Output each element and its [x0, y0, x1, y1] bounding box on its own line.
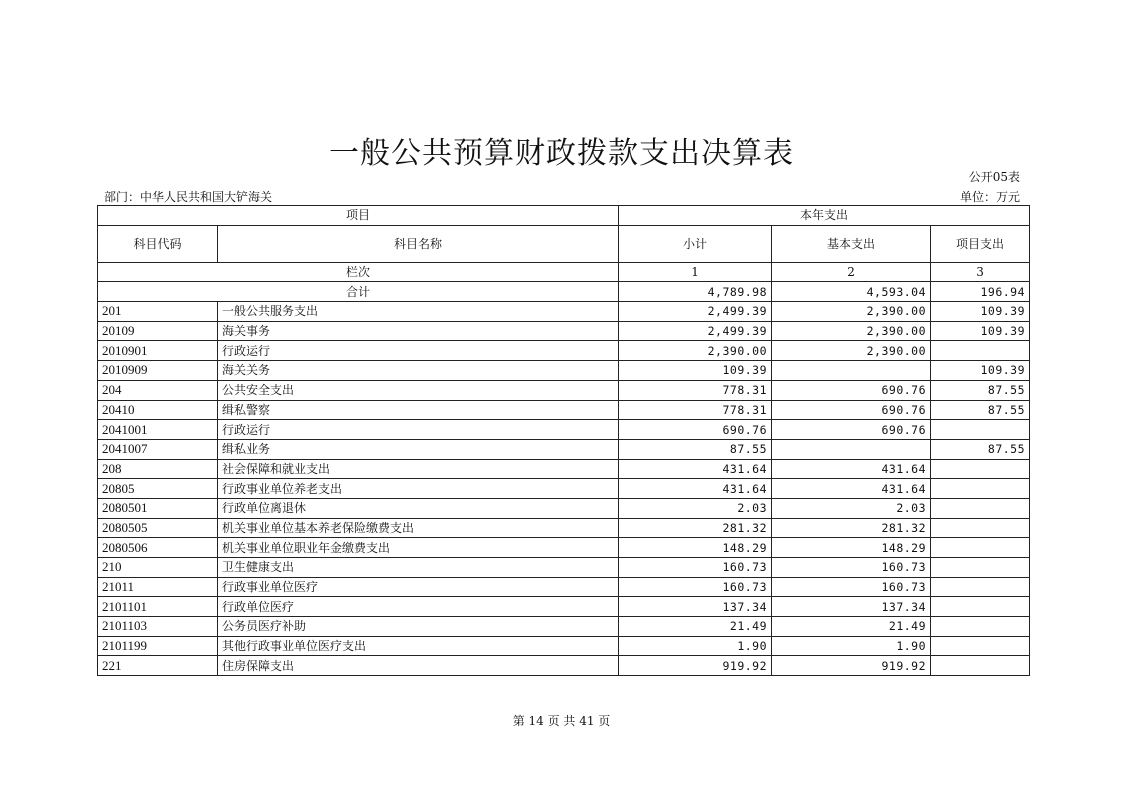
- page-footer: 第 14 页 共 41 页: [512, 714, 611, 728]
- table-row: [98, 479, 1030, 499]
- row-project: [931, 577, 1030, 597]
- row-name: 其他行政事业单位医疗支出: [218, 636, 619, 656]
- row-name: 公共安全支出: [218, 380, 619, 400]
- row-subtotal: 778.31: [619, 380, 772, 400]
- total-label: 合计: [98, 282, 619, 302]
- row-code: 2101103: [98, 617, 218, 637]
- row-name: 海关事务: [218, 321, 619, 341]
- row-name: 行政单位离退休: [218, 498, 619, 518]
- row-basic: 690.76: [772, 380, 931, 400]
- table-row: [98, 518, 1030, 538]
- row-code: 201: [98, 302, 218, 322]
- table-row: [98, 498, 1030, 518]
- row-project: [931, 558, 1030, 578]
- row-subtotal: 160.73: [619, 558, 772, 578]
- row-subtotal: 431.64: [619, 479, 772, 499]
- row-basic: 690.76: [772, 420, 931, 440]
- header-item: 项目: [98, 206, 619, 226]
- budget-table: [97, 205, 1030, 676]
- unit-label: 单位：万元: [959, 190, 1020, 204]
- row-subtotal: 1.90: [619, 636, 772, 656]
- row-basic: 431.64: [772, 479, 931, 499]
- row-name: 缉私业务: [218, 439, 619, 459]
- column-number-1: 1: [619, 262, 772, 282]
- row-basic: 2,390.00: [772, 302, 931, 322]
- row-subtotal: 919.92: [619, 656, 772, 676]
- row-subtotal: 690.76: [619, 420, 772, 440]
- row-name: 公务员医疗补助: [218, 617, 619, 637]
- row-name: 海关关务: [218, 361, 619, 381]
- row-name: 社会保障和就业支出: [218, 459, 619, 479]
- table-row: [98, 321, 1030, 341]
- row-code: 20410: [98, 400, 218, 420]
- row-subtotal: 2,390.00: [619, 341, 772, 361]
- row-basic: 1.90: [772, 636, 931, 656]
- row-subtotal: 2,499.39: [619, 302, 772, 322]
- row-basic: 919.92: [772, 656, 931, 676]
- header-code: 科目代码: [98, 225, 218, 262]
- total-basic: 4,593.04: [772, 282, 931, 302]
- department-label: 部门：中华人民共和国大铲海关: [104, 190, 273, 204]
- row-basic: 690.76: [772, 400, 931, 420]
- row-basic: 137.34: [772, 597, 931, 617]
- row-subtotal: 87.55: [619, 439, 772, 459]
- row-project: 109.39: [931, 302, 1030, 322]
- row-basic: [772, 361, 931, 381]
- row-project: [931, 636, 1030, 656]
- row-code: 2010901: [98, 341, 218, 361]
- row-code: 2041007: [98, 439, 218, 459]
- row-subtotal: 281.32: [619, 518, 772, 538]
- table-row: [98, 341, 1030, 361]
- table-row: [98, 400, 1030, 420]
- row-name: 住房保障支出: [218, 656, 619, 676]
- row-code: 20109: [98, 321, 218, 341]
- row-project: [931, 479, 1030, 499]
- row-name: 机关事业单位基本养老保险缴费支出: [218, 518, 619, 538]
- row-basic: 2,390.00: [772, 321, 931, 341]
- row-code: 2101199: [98, 636, 218, 656]
- row-basic: 160.73: [772, 558, 931, 578]
- form-number: 公开05表: [968, 170, 1020, 184]
- row-basic: 148.29: [772, 538, 931, 558]
- row-project: [931, 420, 1030, 440]
- row-project: 87.55: [931, 439, 1030, 459]
- row-project: [931, 518, 1030, 538]
- table-row: [98, 656, 1030, 676]
- column-number-3: 3: [931, 262, 1030, 282]
- row-code: 2010909: [98, 361, 218, 381]
- row-basic: [772, 439, 931, 459]
- row-name: 行政事业单位养老支出: [218, 479, 619, 499]
- row-project: [931, 341, 1030, 361]
- row-name: 卫生健康支出: [218, 558, 619, 578]
- row-code: 21011: [98, 577, 218, 597]
- row-code: 204: [98, 380, 218, 400]
- row-code: 2101101: [98, 597, 218, 617]
- row-project: [931, 538, 1030, 558]
- total-project: 196.94: [931, 282, 1030, 302]
- header-subtotal: 小计: [619, 225, 772, 262]
- row-basic: 2,390.00: [772, 341, 931, 361]
- row-basic: 160.73: [772, 577, 931, 597]
- header-row-1: [98, 206, 1030, 226]
- row-code: 2041001: [98, 420, 218, 440]
- header-name: 科目名称: [218, 225, 619, 262]
- row-subtotal: 21.49: [619, 617, 772, 637]
- table-row: [98, 636, 1030, 656]
- row-basic: 431.64: [772, 459, 931, 479]
- row-name: 行政运行: [218, 341, 619, 361]
- row-project: 109.39: [931, 321, 1030, 341]
- row-subtotal: 148.29: [619, 538, 772, 558]
- row-name: 行政事业单位医疗: [218, 577, 619, 597]
- row-project: 87.55: [931, 380, 1030, 400]
- row-project: [931, 459, 1030, 479]
- row-project: [931, 617, 1030, 637]
- row-code: 2080506: [98, 538, 218, 558]
- table-row: [98, 617, 1030, 637]
- row-project: [931, 498, 1030, 518]
- header-basic: 基本支出: [772, 225, 931, 262]
- row-subtotal: 109.39: [619, 361, 772, 381]
- row-subtotal: 160.73: [619, 577, 772, 597]
- row-name: 机关事业单位职业年金缴费支出: [218, 538, 619, 558]
- row-project: 109.39: [931, 361, 1030, 381]
- header-row-2: [98, 225, 1030, 262]
- row-project: 87.55: [931, 400, 1030, 420]
- row-basic: 281.32: [772, 518, 931, 538]
- header-project: 项目支出: [931, 225, 1030, 262]
- table-row: [98, 420, 1030, 440]
- row-code: 2080501: [98, 498, 218, 518]
- table-row: [98, 577, 1030, 597]
- row-project: [931, 597, 1030, 617]
- column-number-row: [98, 262, 1030, 282]
- table-row: [98, 459, 1030, 479]
- row-code: 20805: [98, 479, 218, 499]
- row-code: 208: [98, 459, 218, 479]
- row-subtotal: 137.34: [619, 597, 772, 617]
- page-title: 一般公共预算财政拨款支出决算表: [329, 136, 794, 171]
- row-subtotal: 778.31: [619, 400, 772, 420]
- column-number-2: 2: [772, 262, 931, 282]
- total-row: [98, 282, 1030, 302]
- row-name: 行政单位医疗: [218, 597, 619, 617]
- table-row: [98, 380, 1030, 400]
- row-name: 缉私警察: [218, 400, 619, 420]
- row-code: 2080505: [98, 518, 218, 538]
- row-basic: 2.03: [772, 498, 931, 518]
- row-basic: 21.49: [772, 617, 931, 637]
- table-row: [98, 302, 1030, 322]
- row-code: 221: [98, 656, 218, 676]
- table-row: [98, 439, 1030, 459]
- row-subtotal: 2.03: [619, 498, 772, 518]
- row-project: [931, 656, 1030, 676]
- header-current-year: 本年支出: [619, 206, 1030, 226]
- table-row: [98, 558, 1030, 578]
- row-code: 210: [98, 558, 218, 578]
- table-row: [98, 361, 1030, 381]
- row-subtotal: 431.64: [619, 459, 772, 479]
- row-name: 行政运行: [218, 420, 619, 440]
- row-name: 一般公共服务支出: [218, 302, 619, 322]
- table-row: [98, 538, 1030, 558]
- table-row: [98, 597, 1030, 617]
- total-subtotal: 4,789.98: [619, 282, 772, 302]
- row-subtotal: 2,499.39: [619, 321, 772, 341]
- column-row-label: 栏次: [98, 262, 619, 282]
